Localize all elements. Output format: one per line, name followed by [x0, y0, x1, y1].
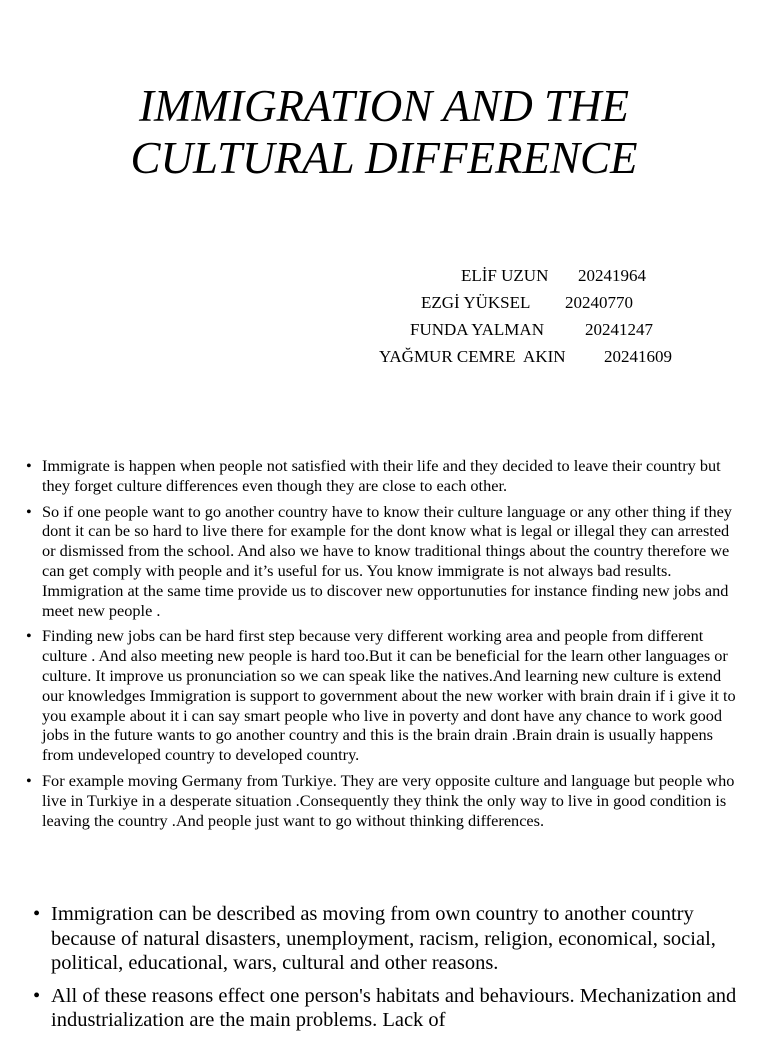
paragraph-text: Finding new jobs can be hard first step because very different working area and people from different culture . And also meeting new people is hard too.But it can be beneficial for the learn other languages or culture. It improve us pronunciation so we can speak like the natives.And learning new culture is extend our knowledges Immigration is support to government about the new worker with brain drain if i give it to you example about it i can say smart people who live in poverty and dont have any chance to work good jobs in the future wants to go another country and this is the brain drain .Brain drain is usually happens from undeveloped country to developed country. — [42, 626, 736, 765]
author-name: ELİF UZUN — [461, 266, 549, 285]
paragraph-text: Immigrate is happen when people not satisfied with their life and they decided to leave their country but they forget culture differences even though they are close to each other. — [42, 456, 721, 495]
list-item — [26, 771, 744, 830]
bullet-icon: • — [26, 501, 32, 521]
list-item — [26, 456, 744, 496]
list-item — [26, 502, 744, 621]
paragraph-text: So if one people want to go another country have to know their culture language or any other thing if they dont it can be so hard to live there for example for the dont know what is legal or illegal they can arrested or dismissed from the school. And also we have to know traditional things about the country therefore we can get comply with people and it’s useful for us. You know immigrate is not always bad results. Immigration at the same time provide us to discover new opportunuties for instance finding new jobs and meet new people . — [42, 501, 732, 620]
bullet-icon: • — [26, 770, 32, 790]
bullet-list-large — [33, 902, 743, 1041]
list-item — [33, 902, 743, 976]
author-id: 20241964 — [578, 266, 646, 285]
paragraph-text: For example moving Germany from Turkiye. They are very opposite culture and language but people who live in Turkiye in a desperate situation .Consequently they think the only way to live in good condition is leaving the country .And people just want to go without thinking differences. — [42, 770, 735, 830]
author-name: FUNDA YALMAN — [410, 320, 544, 339]
bullet-icon: • — [26, 626, 32, 646]
bullet-icon: • — [26, 456, 32, 475]
author-row — [0, 289, 768, 316]
list-item — [33, 984, 743, 1033]
list-item — [26, 626, 744, 765]
author-row — [0, 316, 768, 343]
bullet-icon: • — [33, 903, 41, 925]
bullet-list — [26, 456, 744, 836]
author-id: 20241609 — [604, 347, 672, 366]
author-name: EZGİ YÜKSEL — [421, 293, 531, 312]
author-name: YAĞMUR CEMRE AKIN — [379, 347, 566, 366]
author-row — [0, 262, 768, 289]
title-line-1: IMMIGRATION AND THE — [139, 81, 629, 131]
document-title — [0, 80, 768, 184]
author-list — [0, 262, 768, 370]
author-id: 20241247 — [585, 320, 653, 339]
author-row — [0, 343, 768, 370]
paragraph-text: All of these reasons effect one person's habitats and behaviours. Mechanization and industrialization are the main problems. Lack of — [51, 984, 737, 1031]
paragraph-text: Immigration can be described as moving from own country to another country because of natural disasters, unemployment, racism, religion, economical, social, political, educational, wars, cultural and other reasons. — [51, 903, 716, 974]
bullet-icon: • — [33, 984, 41, 1007]
author-id: 20240770 — [565, 293, 633, 312]
title-line-2: CULTURAL DIFFERENCE — [130, 133, 638, 183]
